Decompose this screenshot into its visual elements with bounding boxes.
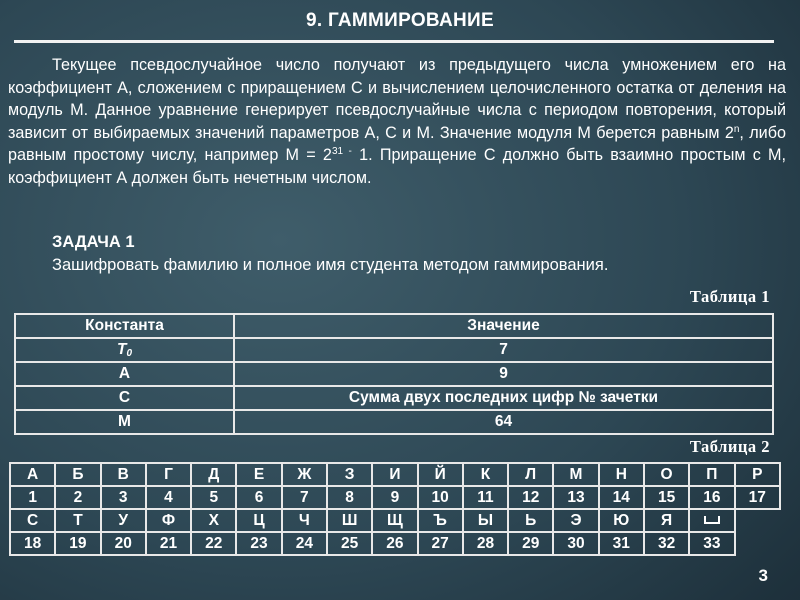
- constant-cell: [15, 338, 234, 362]
- letter-cell: Ы: [463, 509, 508, 532]
- letter-cell: И: [372, 463, 417, 486]
- code-cell: 11: [463, 486, 508, 509]
- code-cell: 30: [553, 532, 598, 555]
- letter-cell: Д: [191, 463, 236, 486]
- letter-cell: Ю: [599, 509, 644, 532]
- letter-cell: Н: [599, 463, 644, 486]
- code-cell: 25: [327, 532, 372, 555]
- header-constant: Константа: [15, 314, 234, 338]
- task-text: Зашифровать фамилию и полное имя студента методом гаммирования.: [52, 256, 609, 274]
- code-cell: 19: [55, 532, 100, 555]
- letter-cell: Э: [553, 509, 598, 532]
- code-cell: 2: [55, 486, 100, 509]
- body-paragraph: [8, 54, 786, 189]
- letter-cell: О: [644, 463, 689, 486]
- table-header-row: [15, 314, 773, 338]
- code-cell: 20: [101, 532, 146, 555]
- code-cell: 32: [644, 532, 689, 555]
- space-symbol-cell: [689, 509, 734, 532]
- code-cell: 3: [101, 486, 146, 509]
- letter-cell: С: [10, 509, 55, 532]
- code-cell: 12: [508, 486, 553, 509]
- code-cell: 6: [236, 486, 281, 509]
- code-cell: 29: [508, 532, 553, 555]
- letter-cell: Ч: [282, 509, 327, 532]
- code-cell: 14: [599, 486, 644, 509]
- code-cell: 22: [191, 532, 236, 555]
- letter-cell: Ъ: [418, 509, 463, 532]
- table-row: [15, 386, 773, 410]
- code-cell: 21: [146, 532, 191, 555]
- exponent-n: n: [733, 123, 740, 135]
- constant-cell: M: [15, 410, 234, 434]
- empty-cell: [735, 532, 781, 555]
- code-cell: 13: [553, 486, 598, 509]
- letter-cell: Щ: [372, 509, 417, 532]
- letter-cell: П: [689, 463, 734, 486]
- value-cell: 64: [234, 410, 773, 434]
- code-cell: 33: [689, 532, 734, 555]
- constant-cell: A: [15, 362, 234, 386]
- letter-cell: Т: [55, 509, 100, 532]
- code-cell: 28: [463, 532, 508, 555]
- letter-cell: Ш: [327, 509, 372, 532]
- code-cell: 1: [10, 486, 55, 509]
- letters-row-2: [10, 509, 780, 532]
- alphabet-table: [9, 462, 781, 556]
- letter-cell: А: [10, 463, 55, 486]
- code-cell: 31: [599, 532, 644, 555]
- letter-cell: Х: [191, 509, 236, 532]
- value-cell: Сумма двух последних цифр № зачетки: [234, 386, 773, 410]
- letter-cell: Б: [55, 463, 100, 486]
- code-cell: 15: [644, 486, 689, 509]
- space-symbol-icon: [704, 516, 720, 524]
- letter-cell: У: [101, 509, 146, 532]
- letter-cell: Й: [418, 463, 463, 486]
- body-text-part3: 1. Приращение С должно быть взаимно простым с М, коэффициент А должен быть нечетным числом.: [8, 146, 786, 187]
- slide-title: 9. ГАММИРОВАНИЕ: [306, 10, 494, 31]
- constants-table: [14, 313, 774, 435]
- letter-cell: Ц: [236, 509, 281, 532]
- letter-cell: М: [553, 463, 598, 486]
- code-cell: 17: [735, 486, 781, 509]
- table-row: [15, 338, 773, 362]
- value-cell: 9: [234, 362, 773, 386]
- letter-cell: З: [327, 463, 372, 486]
- code-cell: 27: [418, 532, 463, 555]
- table1-caption: Таблица 1: [689, 287, 770, 306]
- constant-cell: C: [15, 386, 234, 410]
- code-cell: 24: [282, 532, 327, 555]
- table-row: [15, 362, 773, 386]
- code-cell: 18: [10, 532, 55, 555]
- code-cell: 7: [282, 486, 327, 509]
- code-cell: 8: [327, 486, 372, 509]
- codes-row-2: [10, 532, 780, 555]
- table-row: [15, 410, 773, 434]
- body-text-part1: Текущее псевдослучайное число получают из предыдущего числа умножением его на коэффициент А, сложением с приращением С и вычислением целочисленного остатка от деления на модуль М. Данное уравнение генерирует псевдослучайные числа с периодом повторения, который зависит от выбираемых значений параметров А, С и М. Значение модуля М берется равным 2: [8, 56, 786, 142]
- exponent-31: 31 -: [331, 146, 352, 157]
- value-cell: 7: [234, 338, 773, 362]
- letter-cell: Ф: [146, 509, 191, 532]
- letter-cell: Я: [644, 509, 689, 532]
- letter-cell: Ь: [508, 509, 553, 532]
- constant-subscript: 0: [126, 348, 133, 359]
- code-cell: 10: [418, 486, 463, 509]
- letter-cell: Г: [146, 463, 191, 486]
- constant-symbol: T: [116, 341, 127, 358]
- code-cell: 23: [236, 532, 281, 555]
- empty-cell: [735, 509, 781, 532]
- letter-cell: Ж: [282, 463, 327, 486]
- code-cell: 16: [689, 486, 734, 509]
- letter-cell: К: [463, 463, 508, 486]
- body-text-part2: , либо равным простому числу, например М = 2: [8, 123, 786, 164]
- code-cell: 26: [372, 532, 417, 555]
- letter-cell: Е: [236, 463, 281, 486]
- code-cell: 9: [372, 486, 417, 509]
- code-cell: 4: [146, 486, 191, 509]
- letter-cell: В: [101, 463, 146, 486]
- code-cell: 5: [191, 486, 236, 509]
- codes-row-1: [10, 486, 780, 509]
- title-divider: [14, 40, 774, 43]
- letters-row-1: [10, 463, 780, 486]
- table2-caption: Таблица 2: [689, 437, 770, 456]
- page-number: 3: [758, 566, 768, 585]
- letter-cell: Л: [508, 463, 553, 486]
- header-value: Значение: [234, 314, 773, 338]
- letter-cell: Р: [735, 463, 781, 486]
- task-title: ЗАДАЧА 1: [52, 233, 135, 251]
